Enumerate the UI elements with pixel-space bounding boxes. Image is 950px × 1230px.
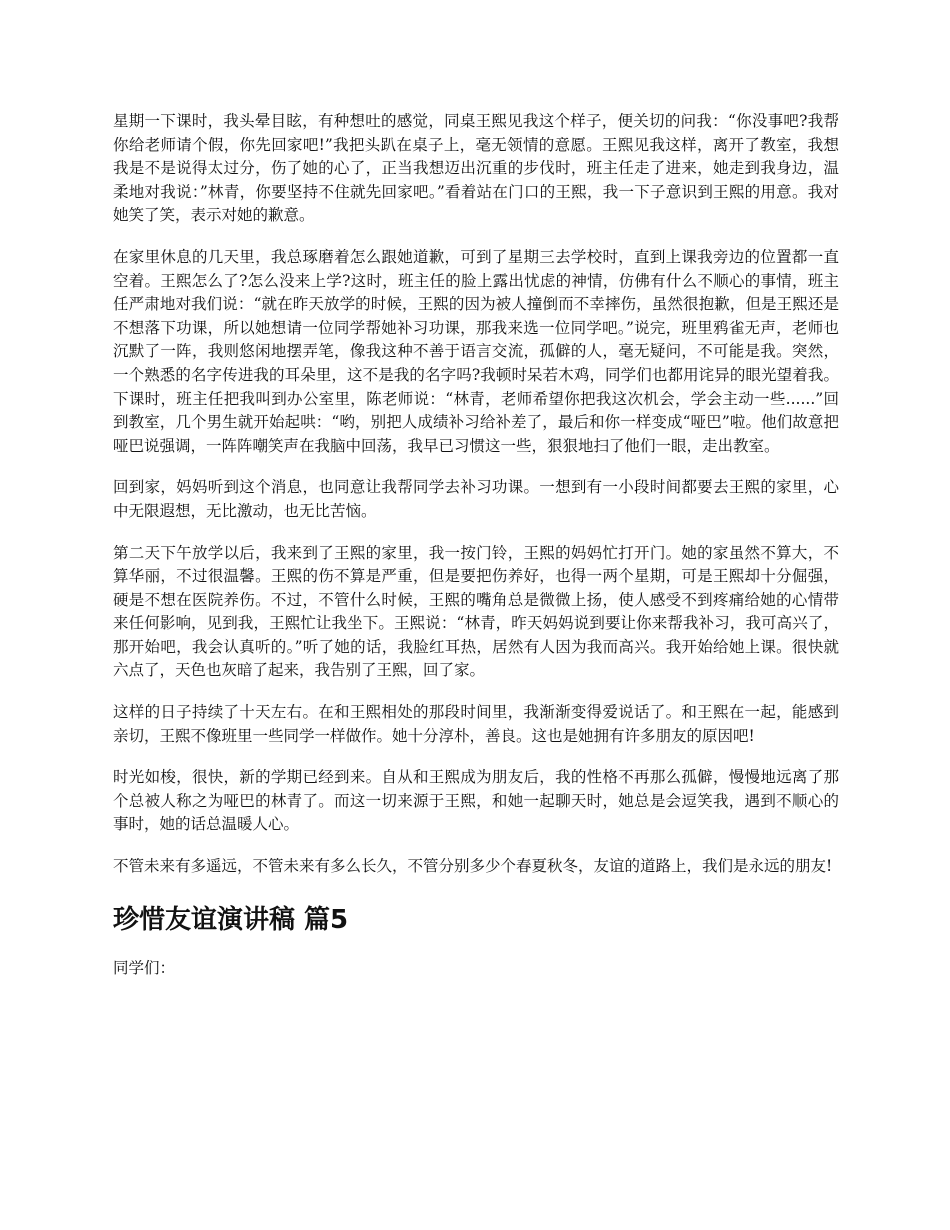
paragraph-6: 时光如梭，很快，新的学期已经到来。自从和王熙成为朋友后，我的性格不再那么孤僻，慢慢地远离了那个总被人称之为哑巴的林青了。而这一切来源于王熙，和她一起聊天时，她总是会逗笑我，遇到不顺心的事时，她的话总温暖人心。 <box>113 768 839 834</box>
paragraph-5: 这样的日子持续了十天左右。在和王熙相处的那段时间里，我渐渐变得爱说话了。和王熙在一起，能感到亲切，王熙不像班里一些同学一样做作。她十分淳朴，善良。这也是她拥有许多朋友的原因吧! <box>113 703 839 745</box>
paragraph-2: 在家里休息的几天里，我总琢磨着怎么跟她道歉，可到了星期三去学校时，直到上课我旁边的位置都一直空着。王熙怎么了?怎么没来上学?这时，班主任的脸上露出忧虑的神情，仿佛有什么不顺心的事情，班主任严肃地对我们说：“就在昨天放学的时候，王熙的因为被人撞倒而不幸摔伤，虽然很抱歉，但是王熙还是不想落下功课，所以她想请一位同学帮她补习功课，那我来选一位同学吧。”说完，班里鸦雀无声，老师也沉默了一阵，我则悠闲地摆弄笔，像我这种不善于语言交流，孤僻的人，毫无疑问，不可能是我。突然，一个熟悉的名字传进我的耳朵里，这不是我的名字吗?我顿时呆若木鸡，同学们也都用诧异的眼光望着我。下课时，班主任把我叫到办公室里，陈老师说：“林青，老师希望你把我这次机会，学会主动一些......”回到教室，几个男生就开始起哄：“哟，别把人成绩补习给补差了，最后和你一样变成“哑巴”啦。他们故意把哑巴说强调，一阵阵嘲笑声在我脑中回荡，我早已习惯这一些，狠狠地扫了他们一眼，走出教室。 <box>113 247 839 455</box>
paragraph-4: 第二天下午放学以后，我来到了王熙的家里，我一按门铃，王熙的妈妈忙打开门。她的家虽然不算大，不算华丽，不过很温馨。王熙的伤不算是严重，但是要把伤养好，也得一两个星期，可是王熙却十分倔强，硬是不想在医院养伤。不过，不管什么时候，王熙的嘴角总是微微上扬，使人感受不到疼痛给她的心情带来任何影响，见到我，王熙忙让我坐下。王熙说：“林青，昨天妈妈说到要让你来帮我补习，我可高兴了，那开始吧，我会认真听的。”听了她的话，我脸红耳热，居然有人因为我而高兴。我开始给她上课。很快就六点了，天色也灰暗了起来，我告别了王熙，回了家。 <box>113 543 839 680</box>
section-heading: 珍惜友谊演讲稿 篇5 <box>113 904 349 935</box>
salutation: 同学们： <box>113 958 176 977</box>
document-page <box>113 110 839 980</box>
paragraph-3: 回到家，妈妈听到这个消息，也同意让我帮同学去补习功课。一想到有一小段时间都要去王熙的家里，心中无限遐想，无比激动，也无比苦恼。 <box>113 478 839 520</box>
paragraph-7: 不管未来有多遥远，不管未来有多么长久，不管分别多少个春夏秋冬，友谊的道路上，我们是永远的朋友! <box>113 857 833 876</box>
paragraph-1: 星期一下课时，我头晕目眩，有种想吐的感觉，同桌王熙见我这个样子，便关切的问我：“你没事吧?我帮你给老师请个假，你先回家吧!”我把头趴在桌子上，毫无领情的意愿。王熙见我这样，离开了教室，我想我是不是说得太过分，伤了她的心了，正当我想迈出沉重的步伐时，班主任走了进来，她走到我身边，温柔地对我说：”林青，你要坚持不住就先回家吧。”看着站在门口的王熙，我一下子意识到王熙的用意。我对她笑了笑，表示对她的歉意。 <box>113 112 839 225</box>
